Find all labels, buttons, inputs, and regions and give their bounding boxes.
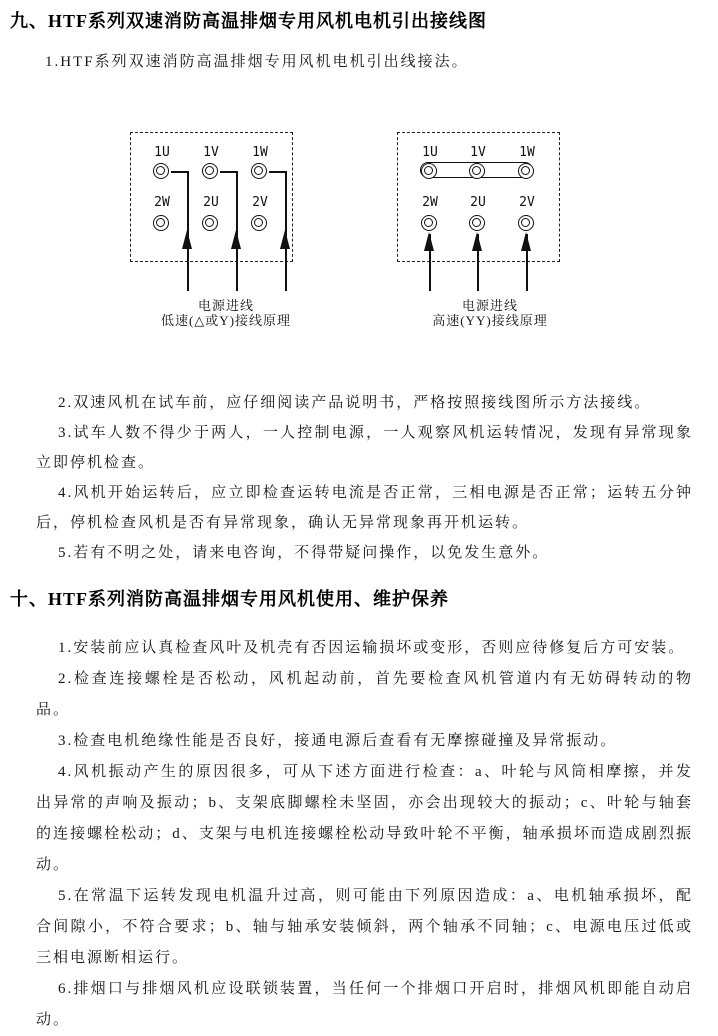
terminal-circle (421, 215, 437, 231)
terminal-label: 2V (519, 195, 535, 210)
terminal-label: 2U (203, 195, 219, 210)
terminal-circle (518, 215, 534, 231)
arrow-up-icon (280, 230, 290, 249)
section9-item: 3.试车人数不得少于两人，一人控制电源，一人观察风机运转情况，发现有异常现象立即停机检查。 (36, 425, 693, 471)
wiring-principle-label: 高速(YY)接线原理 (432, 313, 548, 328)
section9-items (36, 388, 693, 568)
section10-title: 十、HTF系列消防高温排烟专用风机使用、维护保养 (10, 589, 449, 609)
terminal-circle (153, 163, 169, 179)
section10-item: 6.排烟口与排烟风机应设联锁装置，当任何一个排烟口开启时，排烟风机即能自动启动。 (36, 981, 693, 1028)
section9-item: 5.若有不明之处，请来电咨询，不得带疑问操作，以免发生意外。 (58, 545, 550, 561)
arrow-up-icon (521, 232, 531, 251)
terminal-label: 2V (252, 195, 268, 210)
section10-item: 3.检查电机绝缘性能是否良好，接通电源后查看有无摩擦碰撞及异常振动。 (58, 733, 618, 749)
terminal-circle (421, 163, 437, 179)
section9-item: 4.风机开始运转后，应立即检查运转电流是否正常，三相电源是否正常；运转五分钟后，停机检查风机是否有异常现象，确认无异常现象再开机运转。 (36, 485, 693, 531)
diagram-caption (161, 298, 291, 328)
power-inlet-label: 电源进线 (461, 298, 518, 313)
arrow-up-icon (472, 232, 482, 251)
section10-item: 5.在常温下运转发现电机温升过高，则可能由下列原因造成：a、电机轴承损坏，配合间隙小，不符合要求；b、轴与轴承安装倾斜，两个轴承不同轴；c、电源电压过低或三相电源断相运行。 (36, 888, 693, 966)
section10-item: 2.检查连接螺栓是否松动，风机起动前，首先要检查风机管道内有无妨碍转动的物品。 (36, 671, 693, 718)
terminal-label: 1V (203, 145, 219, 160)
terminal-circle (202, 215, 218, 231)
terminal-label: 1V (470, 145, 486, 160)
arrow-up-icon (231, 230, 241, 249)
arrow-up-icon (424, 232, 434, 251)
diagram-caption (432, 298, 547, 328)
terminal-circle (251, 215, 267, 231)
arrow-up-icon (182, 230, 192, 249)
section10-item: 4.风机振动产生的原因很多，可从下述方面进行检查：a、叶轮与风筒相摩擦，并发出异常的声响及振动；b、支架底脚螺栓未坚固，亦会出现较大的振动；c、叶轮与轴套的连接螺栓松动；d、支架与电机连接螺栓松动导致叶轮不平衡，轴承损坏而造成剧烈振动。 (36, 764, 693, 873)
wire-stub (171, 171, 188, 173)
terminal-label: 2W (154, 195, 170, 210)
power-inlet-label: 电源进线 (197, 298, 255, 313)
section10-items (36, 633, 693, 1036)
terminal-label: 1W (519, 145, 535, 160)
terminal-label: 2U (470, 195, 486, 210)
terminal-circle (518, 163, 534, 179)
terminal-circle (251, 163, 267, 179)
terminal-label: 1U (422, 145, 438, 160)
section9-intro: 1.HTF系列双速消防高温排烟专用风机电机引出线接法。 (45, 54, 469, 70)
section10-item: 1.安装前应认真检查风叶及机壳有否因运输损坏或变形，否则应待修复后方可安装。 (58, 640, 686, 656)
terminal-circle (202, 163, 218, 179)
section9-item: 2.双速风机在试车前，应仔细阅读产品说明书，严格按照接线图所示方法接线。 (58, 395, 652, 411)
terminal-circle (153, 215, 169, 231)
terminal-circle (469, 215, 485, 231)
wire-stub (269, 171, 286, 173)
terminal-circle (469, 163, 485, 179)
terminal-label: 1U (154, 145, 170, 160)
terminal-label: 1W (252, 145, 268, 160)
wiring-principle-label: 低速(△或Y)接线原理 (160, 313, 292, 328)
wire-stub (220, 171, 237, 173)
section9-title: 九、HTF系列双速消防高温排烟专用风机电机引出接线图 (10, 11, 487, 31)
terminal-label: 2W (422, 195, 438, 210)
